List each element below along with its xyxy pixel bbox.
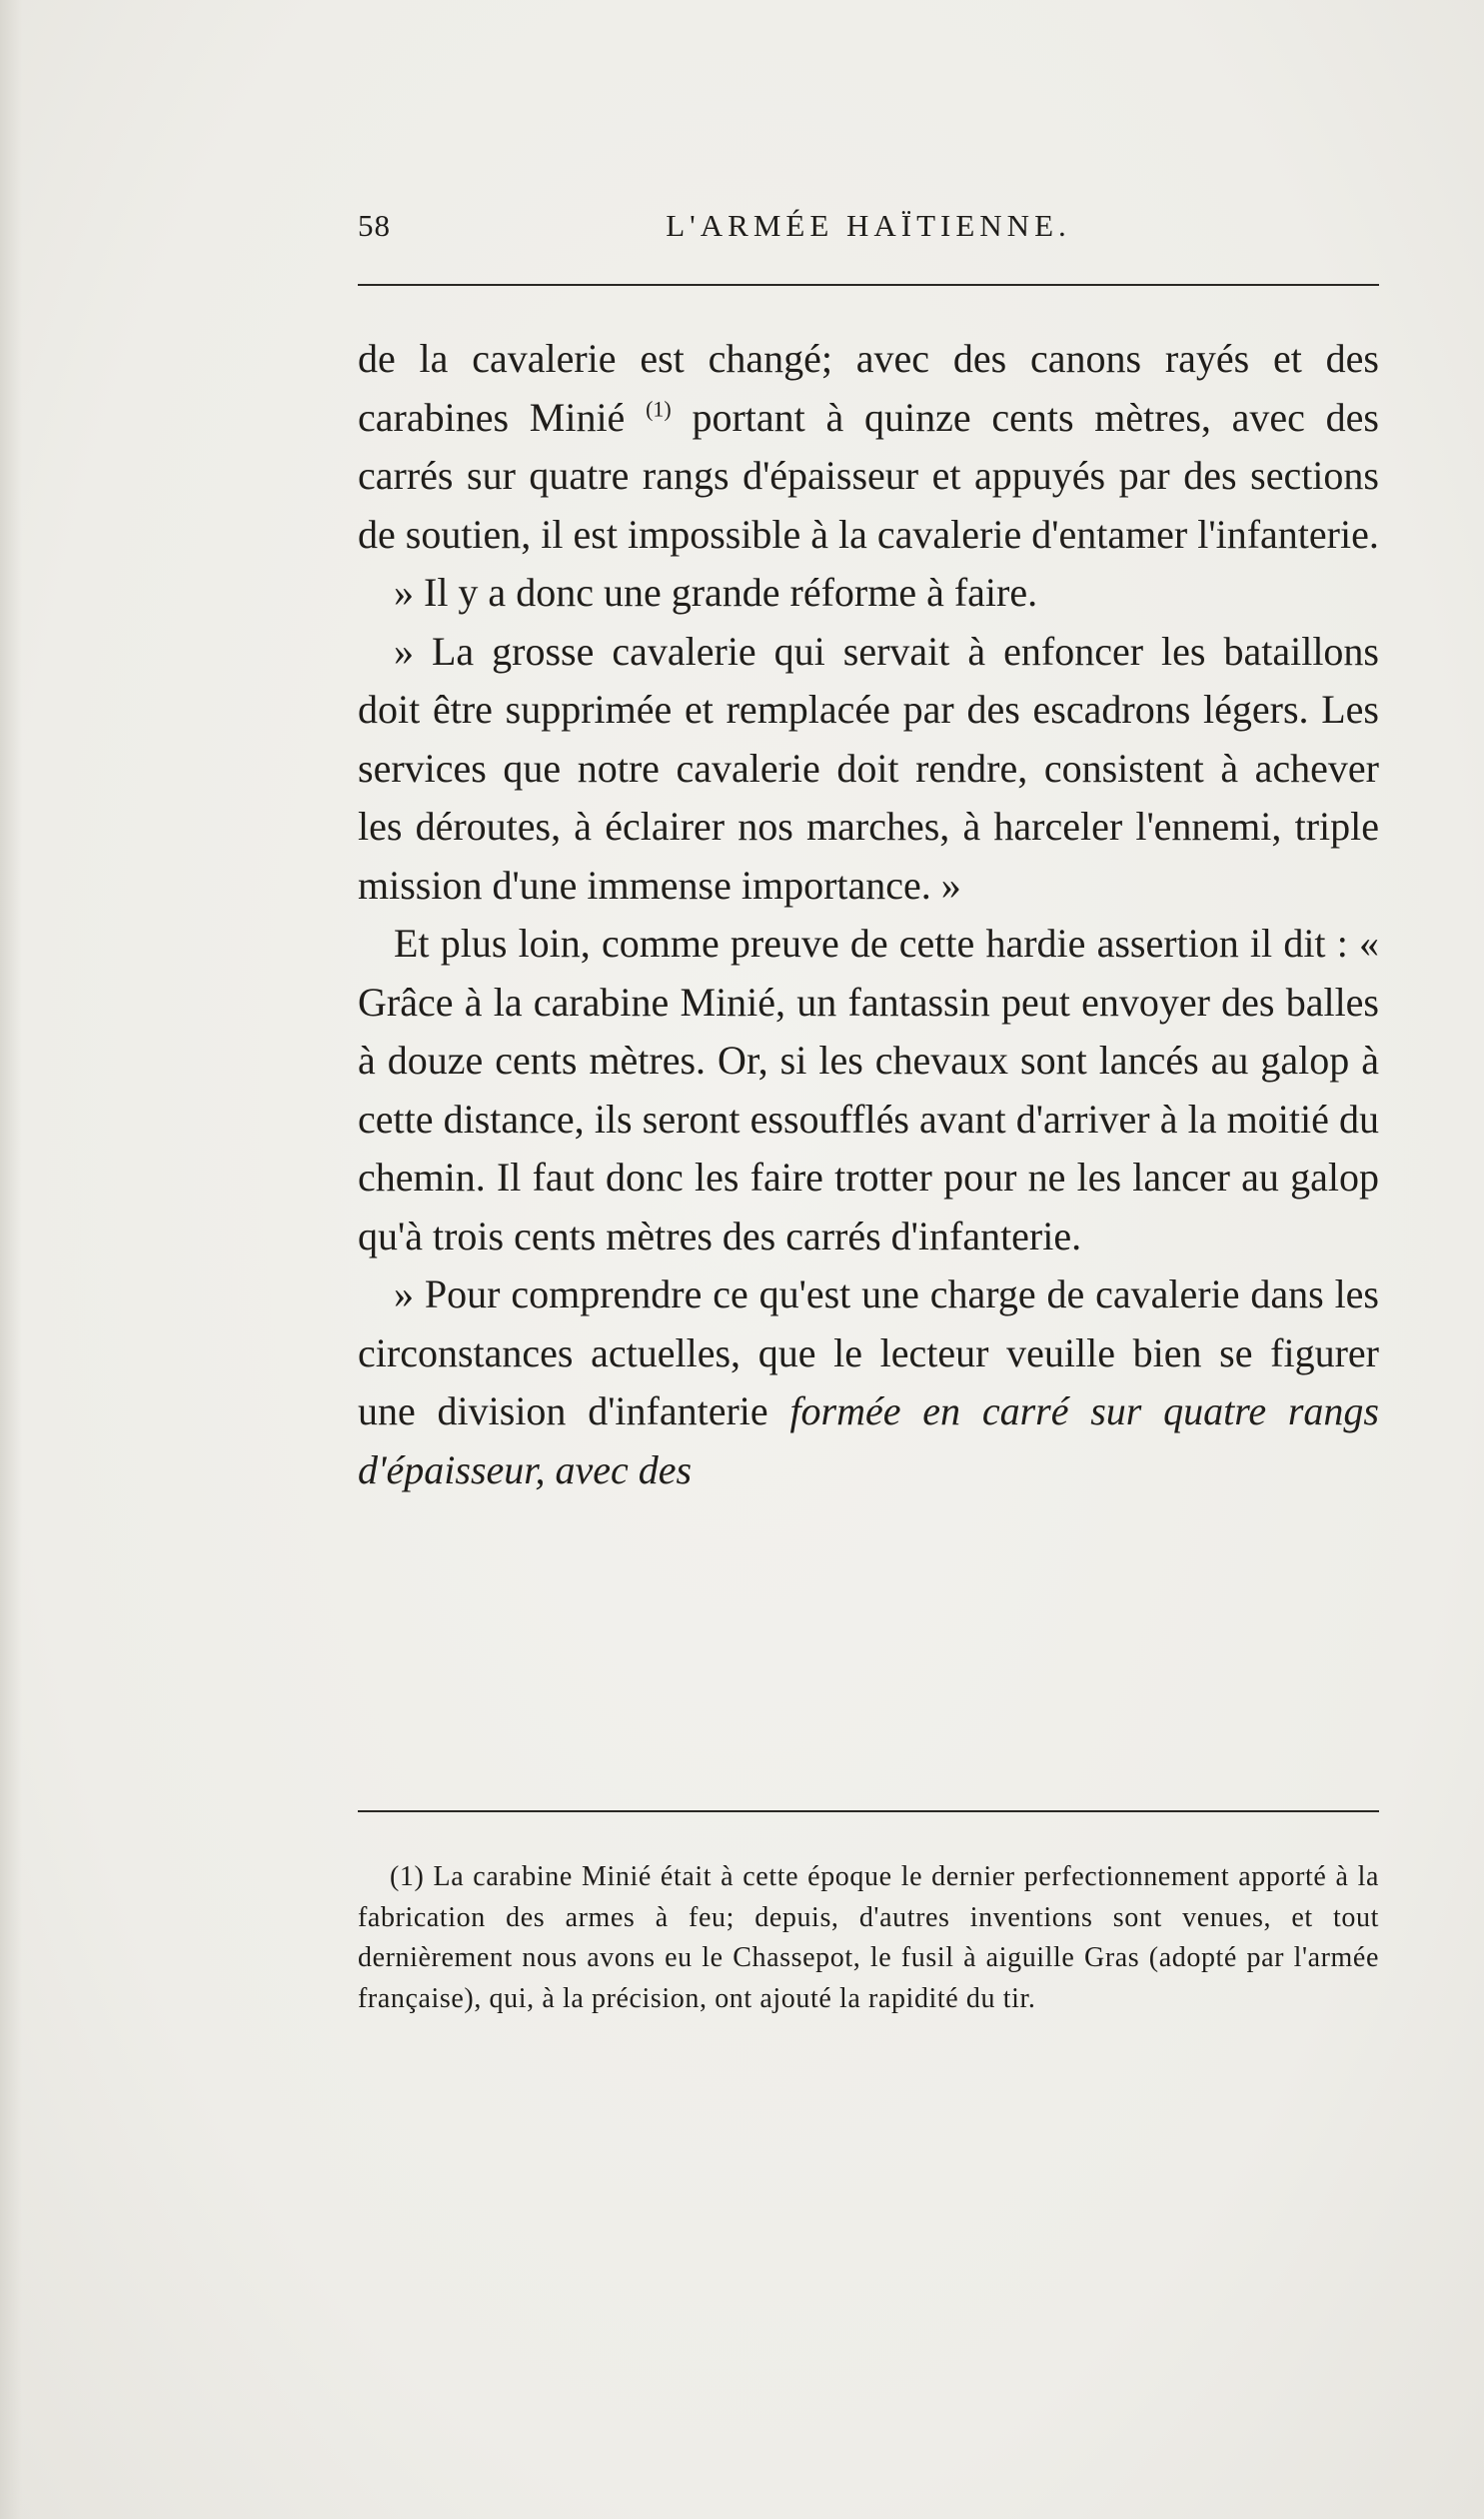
paragraph-3: » La grosse cavalerie qui servait à enfoncer les bataillons doit être supprimée et remplacée par des escadrons légers. Les services que notre cavalerie doit rendre, consistent à achever les déroutes, à éclairer nos marches, à harceler l'ennemi, triple mission d'une immense importance. » bbox=[358, 628, 1379, 908]
paragraph-1 bbox=[358, 330, 1379, 564]
paragraph-5 bbox=[358, 1265, 1379, 1499]
body-text bbox=[358, 330, 1379, 1499]
footnote-text: (1) La carabine Minié était à cette époque le dernier perfectionnement apporté à la fabrication des armes à feu; depuis, d'autres inventions sont venues, et tout dernièrement nous avons eu le Chassepot, le fusil à aiguille Gras (adopté par l'armée française), qui, à la précision, ont ajouté la rapidité du tir. bbox=[358, 1861, 1379, 2014]
paragraph-1-text-b: portant à quinze cents mètres, avec des carrés sur quatre rangs d'épaisseur et appuyés par des sections de soutien, il est impossible à la cavalerie d'entamer l'infanterie. bbox=[358, 394, 1379, 557]
page-header bbox=[358, 208, 1379, 258]
paragraph-4: Et plus loin, comme preuve de cette hardie assertion il dit : « Grâce à la carabine Minié, un fantassin peut envoyer des balles à douze cents mètres. Or, si les chevaux sont lancés au galop à cette distance, ils seront essoufflés avant d'arriver à la moitié du chemin. Il faut donc les faire trotter pour ne les lancer au galop qu'à trois cents mètres des carrés d'infanterie. bbox=[358, 921, 1379, 1259]
paragraph-2: » Il y a donc une grande réforme à faire. bbox=[394, 570, 1038, 615]
header-rule bbox=[358, 284, 1379, 286]
paragraph-1-text-a: de la cavalerie est changé; avec des canons rayés et des carabines Minié bbox=[358, 336, 1379, 440]
paragraph-5-italic: formée en carré sur quatre rangs d'épaisseur, avec des bbox=[358, 1388, 1379, 1492]
footnote bbox=[358, 1857, 1379, 2019]
footnote-reference: (1) bbox=[646, 396, 672, 422]
page-number: 58 bbox=[358, 208, 391, 243]
running-title: L'ARMÉE HAÏTIENNE. bbox=[666, 208, 1071, 243]
paragraph-5-text: » Pour comprendre ce qu'est une charge de cavalerie dans les circonstances actuelles, que le lecteur veuille bien se figurer une division d'infanterie bbox=[358, 1271, 1379, 1433]
footnote-rule bbox=[358, 1810, 1379, 1812]
